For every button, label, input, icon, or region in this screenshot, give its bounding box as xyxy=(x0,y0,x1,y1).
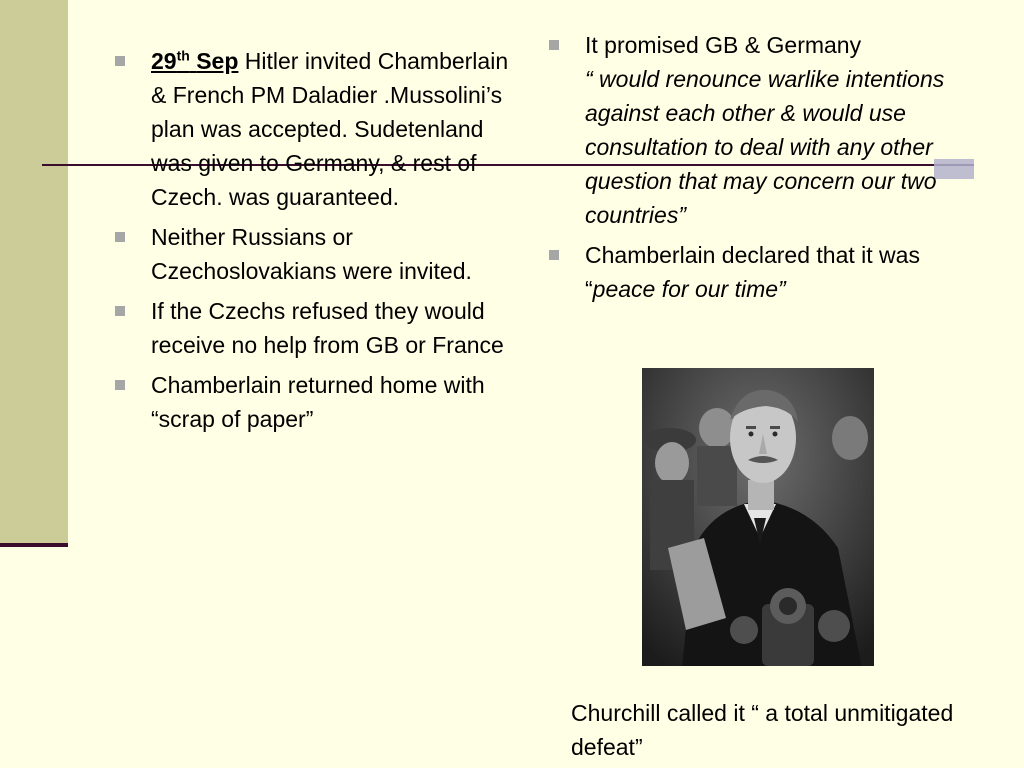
side-band-rule xyxy=(0,543,68,547)
right-bullet-list xyxy=(549,28,969,312)
side-band xyxy=(0,0,68,546)
square-bullet-icon xyxy=(549,250,559,260)
bullet-item-scrap-of-paper xyxy=(115,368,515,436)
bullet-item-promise xyxy=(549,28,969,232)
churchill-caption: Churchill called it “ a total unmitigated defeat” xyxy=(571,700,954,760)
bullet-text: Chamberlain declared that it was “ xyxy=(585,242,920,302)
bullet-item-munich-conference xyxy=(115,44,515,214)
square-bullet-icon xyxy=(115,56,125,66)
bullet-text: If the Czechs refused they would receive no help from GB or France xyxy=(151,298,504,358)
chamberlain-photo xyxy=(642,368,874,666)
square-bullet-icon xyxy=(115,232,125,242)
date-label: 29th Sep xyxy=(151,47,239,74)
bullet-item-peace-for-our-time xyxy=(549,238,969,306)
square-bullet-icon xyxy=(115,306,125,316)
promise-quote: “ would renounce warlike intentions against each other & would use consultation to deal with any other question that may concern our two countries” xyxy=(585,66,945,228)
bullet-text: Chamberlain returned home with “scrap of paper” xyxy=(151,372,485,432)
photo-illustration xyxy=(642,368,874,666)
square-bullet-icon xyxy=(549,40,559,50)
bullet-text: Neither Russians or Czechoslovakians were invited. xyxy=(151,224,472,284)
left-bullet-list xyxy=(115,44,515,442)
bullet-text: It promised GB & Germany xyxy=(585,32,862,58)
peace-quote: peace for our time” xyxy=(592,276,786,302)
bullet-item-not-invited xyxy=(115,220,515,288)
bullet-item-czech-refusal xyxy=(115,294,515,362)
bullet-text: Hitler invited Chamberlain & French PM Daladier .Mussolini’s plan was accepted. Sudetenland was given to Germany, & rest of Czech. was guaranteed. xyxy=(151,48,509,210)
square-bullet-icon xyxy=(115,380,125,390)
